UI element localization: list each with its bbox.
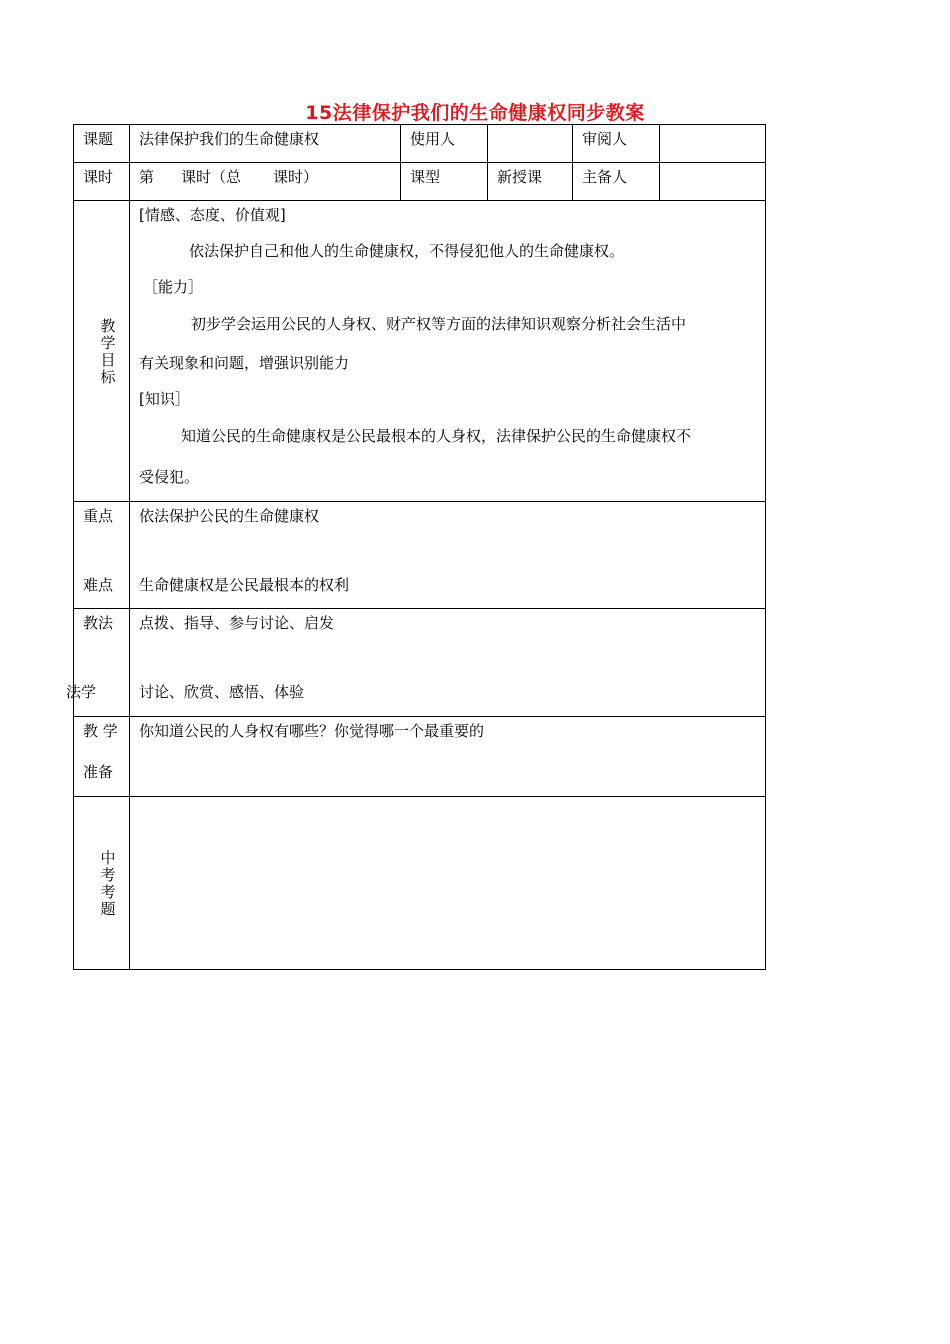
preparer-label: 主备人 [582, 168, 628, 186]
exam-questions-label: 中 考 考 题 [100, 849, 116, 918]
period-text-a: 第 [139, 168, 155, 186]
emotion-heading: [情感、态度、价值观] [139, 206, 286, 224]
preparation-label-1: 教 学 [83, 722, 118, 740]
ability-text-line-2: 有关现象和问题，增强识别能力 [139, 354, 350, 372]
period-label: 课时 [83, 168, 114, 186]
ability-heading: ［能力］ [143, 278, 204, 296]
emotion-text: 依法保护自己和他人的生命健康权，不得侵犯他人的生命健康权。 [189, 242, 625, 260]
preparation-text: 你知道公民的人身权有哪些？你觉得哪一个最重要的 [139, 722, 485, 740]
knowledge-heading: [知识］ [139, 390, 190, 408]
difficulty-label: 难点 [83, 576, 114, 594]
objectives-label: 教 学 目 标 [100, 317, 116, 386]
learning-method-text: 讨论、欣赏、感悟、体验 [139, 683, 305, 701]
preparation-label-2: 准备 [83, 763, 114, 781]
teaching-method-text: 点拨、指导、参与讨论、启发 [139, 614, 335, 632]
difficulty-text: 生命健康权是公民最根本的权利 [139, 576, 350, 594]
key-point-label: 重点 [83, 507, 114, 525]
learning-method-label: 法学 [66, 683, 97, 701]
document-title: 15法律保护我们的生命健康权同步教案 [305, 102, 645, 124]
period-text-b: 课时（总 [181, 168, 242, 186]
knowledge-text-line-1: 知道公民的生命健康权是公民最根本的人身权，法律保护公民的生命健康权不 [181, 427, 692, 445]
teaching-method-label: 教法 [83, 614, 114, 632]
ability-text-line-1: 初步学会运用公民的人身权、财产权等方面的法律知识观察分析社会生活中 [191, 315, 687, 333]
lesson-type-label: 课型 [410, 168, 441, 186]
key-point-text: 依法保护公民的生命健康权 [139, 507, 320, 525]
knowledge-text-line-2: 受侵犯。 [139, 468, 200, 486]
user-label: 使用人 [410, 130, 456, 148]
period-text-c: 课时） [273, 168, 319, 186]
subject-label: 课题 [83, 130, 114, 148]
reviewer-label: 审阅人 [582, 130, 628, 148]
subject-value: 法律保护我们的生命健康权 [139, 130, 320, 148]
lesson-type-value: 新授课 [497, 168, 543, 186]
